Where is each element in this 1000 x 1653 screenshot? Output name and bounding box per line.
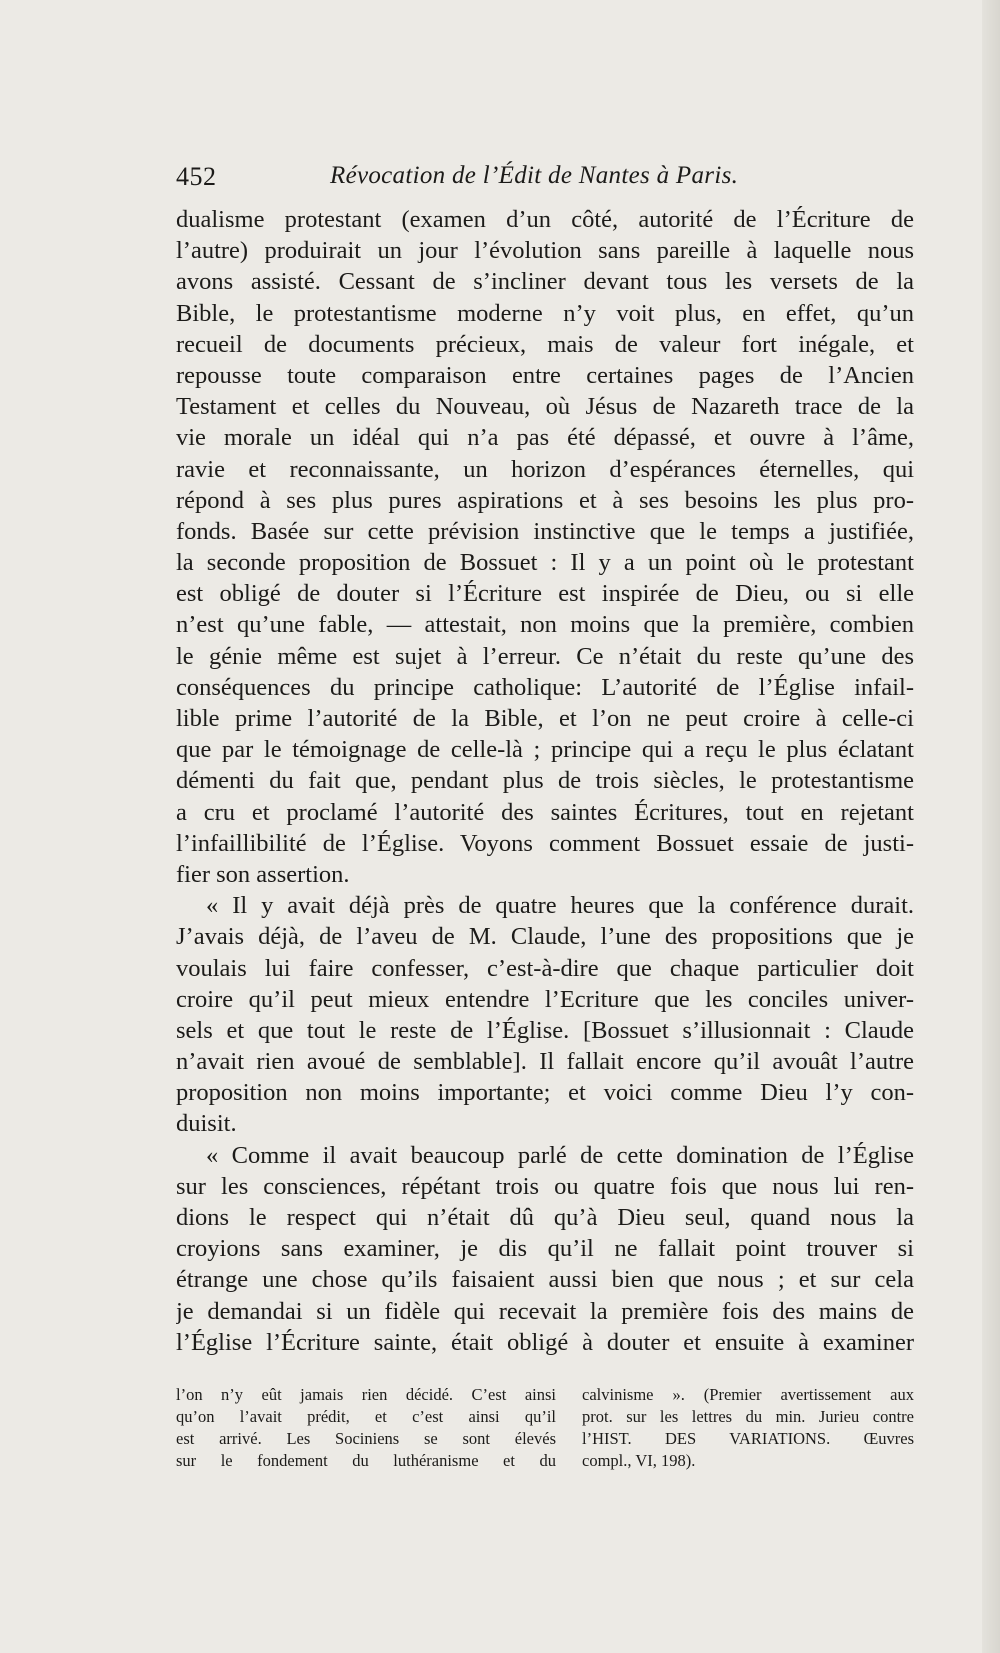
footnote-line: calvinisme ». (Premier avertissement aux [582,1385,914,1404]
footnote-column-right [582,1384,914,1472]
body-line: Bible, le protestantisme moderne n’y voit plus, en effet, qu’un [176,299,914,327]
body-line: lible prime l’autorité de la Bible, et l’on ne peut croire à celle-ci [176,705,914,732]
body-line: croire qu’il peut mieux entendre l’Ecriture que les conciles univer- [176,985,914,1013]
body-line: l’infaillibilité de l’Église. Voyons comment Bossuet essaie de justi- [176,829,914,857]
footnote-column-left [176,1384,556,1472]
page-edge [982,0,1000,1653]
footnote-line: qu’on l’avait prédit, et c’est ainsi qu’il [176,1407,556,1426]
body-line: recueil de documents précieux, mais de valeur fort inégale, et [176,330,914,358]
footnote-line: l’on n’y eût jamais rien décidé. C’est ainsi [176,1385,556,1404]
body-line: avons assisté. Cessant de s’incliner devant tous les versets de la [176,268,914,296]
body-line: a cru et proclamé l’autorité des saintes Écritures, tout en rejetant [176,798,914,826]
footnote-line: prot. sur les lettres du min. Jurieu contre [582,1407,914,1426]
body-line: fier son assertion. [176,860,350,888]
body-line: vie morale un idéal qui n’a pas été dépassé, et ouvre à l’âme, [176,424,914,452]
body-line: duisit. [176,1110,237,1138]
footnote-line: sur le fondement du luthéranisme et du [176,1451,556,1470]
page-number: 452 [176,162,217,191]
body-line: dions le respect qui n’était dû qu’à Dieu seul, quand nous la [176,1204,914,1231]
body-line: conséquences du principe catholique: L’autorité de l’Église infail- [176,673,914,701]
body-line: ravie et reconnaissante, un horizon d’espérances éternelles, qui [176,455,914,483]
body-line: n’est qu’une fable, — attestait, non moins que la première, combien [176,611,914,639]
body-line: voulais lui faire confesser, c’est-à-dire que chaque particulier doit [176,954,914,982]
body-line: sur les consciences, répétant trois ou quatre fois que nous lui ren- [176,1172,914,1200]
footnote-line: est arrivé. Les Sociniens se sont élevés [176,1429,556,1448]
body-line: « Comme il avait beaucoup parlé de cette domination de l’Église [206,1141,914,1169]
body-line: « Il y avait déjà près de quatre heures que la conférence durait. [206,892,914,920]
body-line: le génie même est sujet à l’erreur. Ce n’était du reste qu’une des [176,642,914,670]
body-line: je demandai si un fidèle qui recevait la première fois des mains de [176,1297,914,1325]
body-line: dualisme protestant (examen d’un côté, autorité de l’Écriture de [176,206,914,233]
body-line: répond à ses plus pures aspirations et à ses besoins les plus pro- [176,486,914,514]
body-line: la seconde proposition de Bossuet : Il y a un point où le protestant [176,549,914,577]
body-line: l’autre) produirait un jour l’évolution sans pareille à laquelle nous [176,237,914,265]
running-title: Révocation de l’Édit de Nantes à Paris. [330,162,739,189]
body-line: proposition non moins importante; et voici comme Dieu l’y con- [176,1079,914,1107]
body-line: étrange une chose qu’ils faisaient aussi bien que nous ; et sur cela [176,1266,914,1294]
body-line: l’Église l’Écriture sainte, était obligé à douter et ensuite à examiner [176,1328,914,1356]
body-line: croyions sans examiner, je dis qu’il ne fallait point trouver si [176,1235,914,1263]
body-text [176,204,914,1358]
body-line: J’avais déjà, de l’aveu de M. Claude, l’une des propositions que je [176,923,914,951]
body-line: que par le témoignage de celle-là ; principe qui a reçu le plus éclatant [176,736,914,764]
page-header [176,158,914,198]
body-line: sels et que tout le reste de l’Église. [Bossuet s’illusionnait : Claude [176,1016,914,1044]
body-line: est obligé de douter si l’Écriture est inspirée de Dieu, ou si elle [176,580,914,608]
body-line: repousse toute comparaison entre certaines pages de l’Ancien [176,361,914,389]
footnote-line: l’HIST. DES VARIATIONS. Œuvres [582,1429,914,1448]
footnotes [176,1384,914,1474]
body-line: Testament et celles du Nouveau, où Jésus de Nazareth trace de la [176,393,914,421]
footnote-line: compl., VI, 198). [582,1451,696,1470]
body-line: n’avait rien avoué de semblable]. Il fallait encore qu’il avouât l’autre [176,1048,914,1076]
body-line: fonds. Basée sur cette prévision instinctive que le temps a justifiée, [176,517,914,545]
body-line: démenti du fait que, pendant plus de trois siècles, le protestantisme [176,767,914,795]
